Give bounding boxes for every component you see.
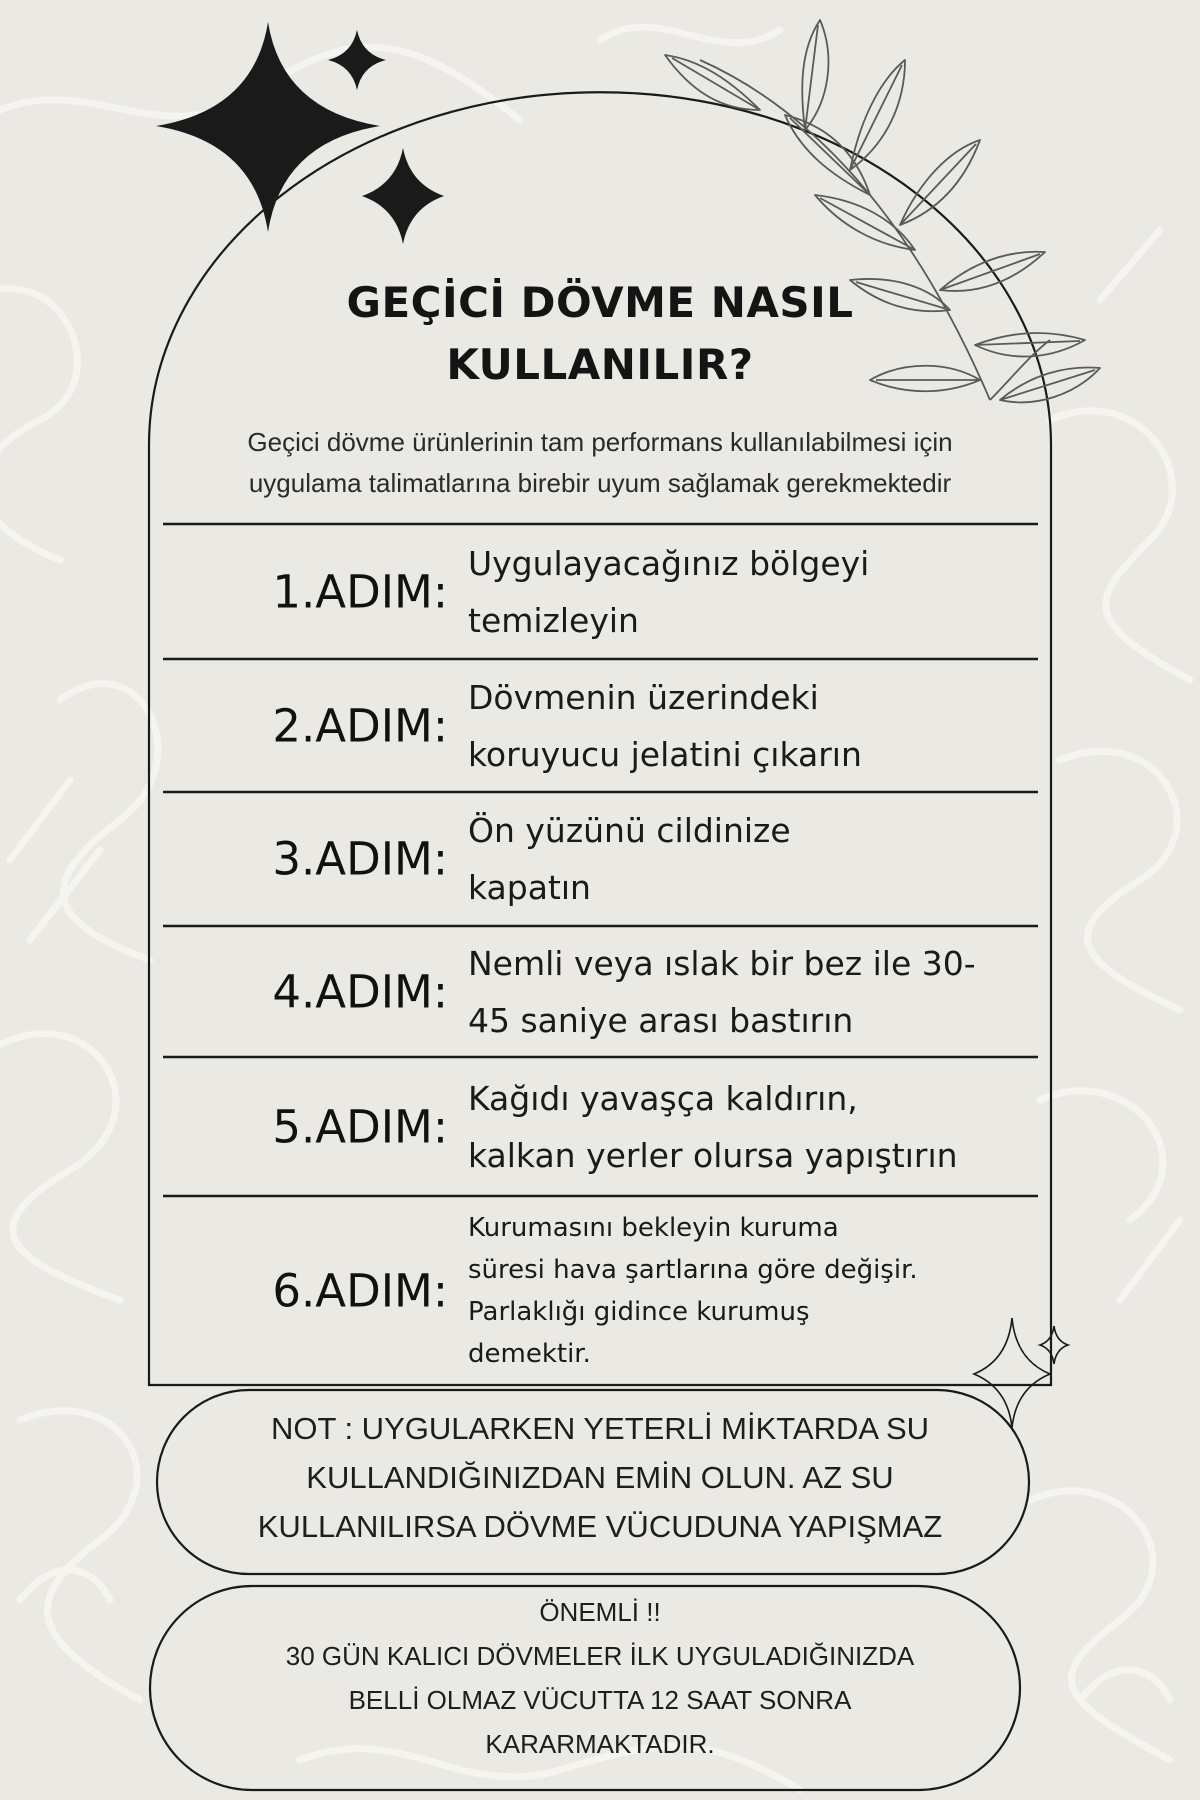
step-text-line: koruyucu jelatini çıkarın	[468, 734, 862, 774]
step-text	[468, 669, 1028, 783]
step-label: 1.ADIM:	[272, 565, 448, 618]
important-text	[170, 1590, 1030, 1766]
important-line: KARARMAKTADIR.	[485, 1729, 715, 1759]
step-3	[150, 792, 1038, 926]
important-line: ÖNEMLİ !!	[539, 1597, 661, 1627]
intro-text	[170, 422, 1030, 504]
step-text-line: demektir.	[468, 1338, 591, 1369]
step-text	[468, 1070, 1028, 1184]
important-line: BELLİ OLMAZ VÜCUTTA 12 SAAT SONRA	[348, 1685, 852, 1715]
step-text	[468, 935, 1028, 1049]
step-text-line: temizleyin	[468, 600, 639, 640]
step-label: 6.ADIM:	[272, 1264, 448, 1317]
step-6	[150, 1196, 1038, 1385]
step-1	[150, 524, 1038, 659]
intro-line: Geçici dövme ürünlerinin tam performans kullanılabilmesi için	[247, 427, 953, 457]
note-line: KULLANDIĞINIZDAN EMİN OLUN. AZ SU	[306, 1460, 894, 1495]
step-label: 5.ADIM:	[272, 1100, 448, 1153]
step-5	[150, 1057, 1038, 1196]
step-text-line: Nemli veya ıslak bir bez ile 30-	[468, 943, 976, 983]
note-text	[170, 1404, 1030, 1551]
step-text-line: Uygulayacağınız bölgeyi	[468, 543, 870, 583]
step-text	[468, 535, 1028, 649]
four-point-star-icon	[362, 148, 444, 244]
step-text-line: Parlaklığı gidince kurumuş	[468, 1296, 810, 1327]
title-line: GEÇİCİ DÖVME NASIL	[346, 278, 854, 327]
step-label: 2.ADIM:	[272, 699, 448, 752]
important-line: 30 GÜN KALICI DÖVMELER İLK UYGULADIĞINIZDA	[285, 1641, 915, 1671]
step-4	[150, 926, 1038, 1057]
step-text-line: Kurumasını bekleyin kuruma	[468, 1212, 839, 1243]
step-label: 3.ADIM:	[272, 832, 448, 886]
step-2	[150, 659, 1038, 792]
step-text	[468, 802, 1028, 916]
note-line: KULLANILIRSA DÖVME VÜCUDUNA YAPIŞMAZ	[257, 1509, 943, 1544]
page-title	[250, 272, 950, 396]
note-line: NOT : UYGULARKEN YETERLİ MİKTARDA SU	[270, 1411, 930, 1446]
title-line: KULLANILIR?	[446, 340, 754, 389]
step-text-line: kapatın	[468, 868, 591, 907]
step-label: 4.ADIM:	[272, 965, 448, 1018]
intro-line: uygulama talimatlarına birebir uyum sağlamak gerekmektedir	[248, 468, 952, 498]
step-text-line: Dövmenin üzerindeki	[468, 677, 819, 717]
step-text	[468, 1207, 1028, 1375]
step-text-line: süresi hava şartlarına göre değişir.	[468, 1254, 918, 1285]
step-text-line: kalkan yerler olursa yapıştırın	[468, 1135, 958, 1175]
step-text-line: Kağıdı yavaşça kaldırın,	[468, 1078, 858, 1118]
step-text-line: 45 saniye arası bastırın	[468, 1000, 854, 1040]
step-text-line: Ön yüzünü cildinize	[468, 811, 791, 850]
four-point-star-icon	[328, 30, 386, 90]
